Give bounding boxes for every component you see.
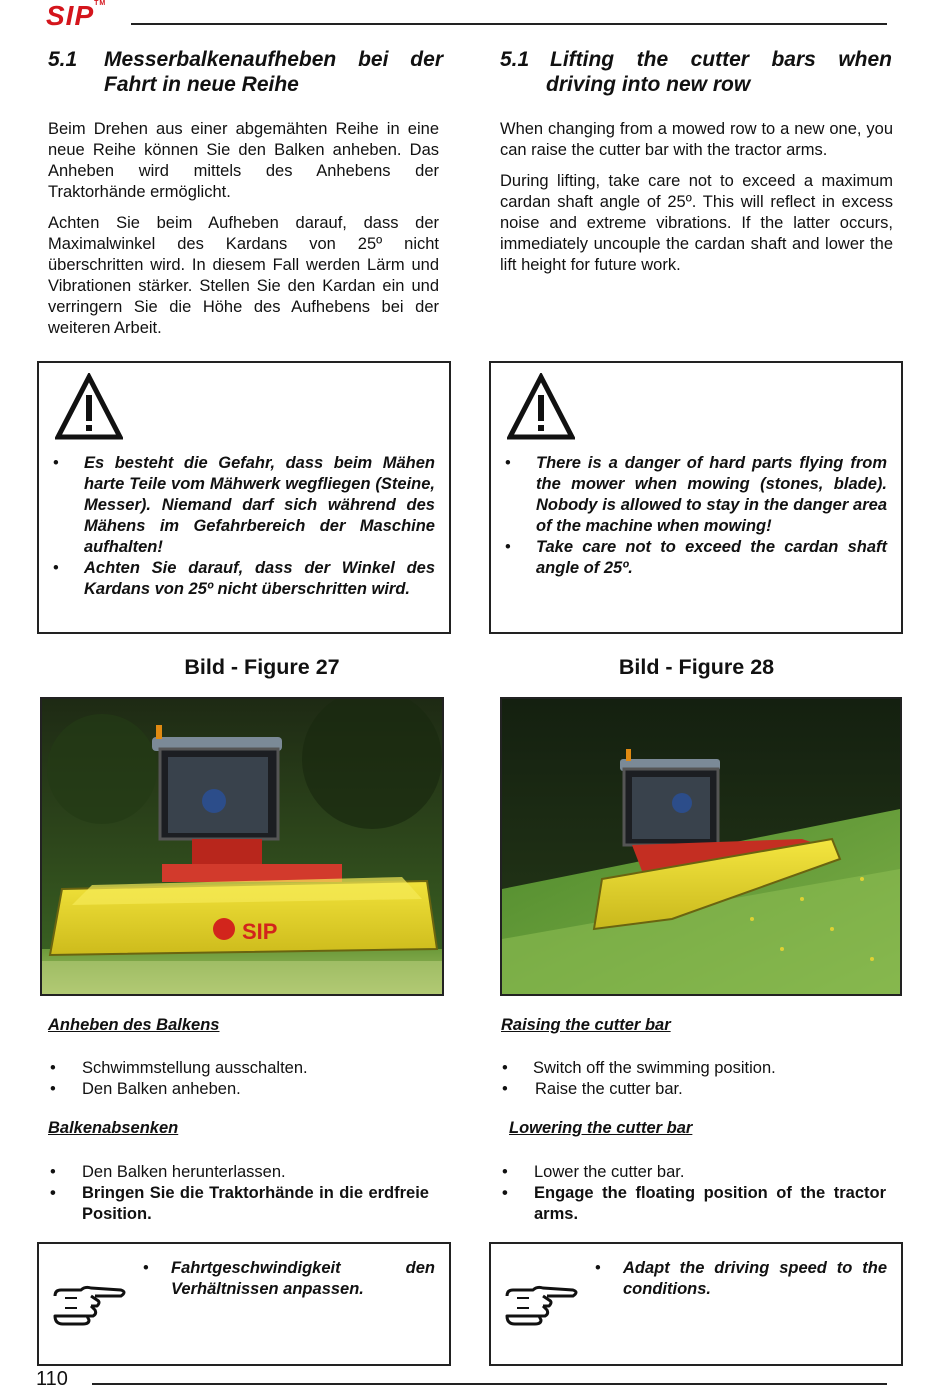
list-item: • Schwimmstellung ausschalten. xyxy=(50,1059,308,1077)
list-item: • Es besteht die Gefahr, dass beim Mähen harte Teile vom Mähwerk wegfliegen (Steine, Messer). Niemand darf sich während des Mähens im Gefahrbereich der Maschine aufhalten! xyxy=(53,454,435,556)
list-item: • Bringen Sie die Traktorhände in die erdfreie Position. xyxy=(50,1184,429,1223)
list-item: • Lower the cutter bar. xyxy=(502,1163,685,1181)
list-item: • Raise the cutter bar. xyxy=(502,1080,683,1098)
list-item: • Achten Sie darauf, dass der Winkel des Kardans von 25º nicht überschritten wird. xyxy=(53,559,435,598)
list-item: • Den Balken herunterlassen. xyxy=(50,1163,286,1181)
warning-list xyxy=(503,453,887,579)
figure-28-photo xyxy=(500,697,902,996)
header-rule xyxy=(131,23,887,25)
intro-text-en xyxy=(500,119,893,286)
steps-list xyxy=(48,1162,429,1225)
section-heading-en xyxy=(500,47,892,97)
warning-box-en xyxy=(489,361,903,634)
subheading: Balkenabsenken xyxy=(48,1119,179,1137)
section-number: 5.1 xyxy=(500,48,530,71)
section-heading-de xyxy=(48,47,443,97)
footer-rule xyxy=(92,1383,887,1385)
list-item: • Fahrtgeschwindigkeit den Verhältnissen anpassen. xyxy=(143,1259,435,1298)
figure-27-photo xyxy=(40,697,444,996)
section-title-line2: driving into new row xyxy=(546,73,751,96)
intro-text-de xyxy=(48,119,439,349)
pointing-hand-icon xyxy=(503,1282,579,1326)
section-title-line2: Fahrt in neue Reihe xyxy=(104,73,299,96)
tractor-mower-slope-image xyxy=(502,699,900,994)
page-number: 110 xyxy=(36,1368,68,1390)
warning-triangle-icon xyxy=(507,373,575,441)
paragraph: Achten Sie beim Aufheben darauf, dass der Maximalwinkel des Kardans von 25º nicht überschritten wird. In diesem Fall werden Lärm und Vibrationen stärker. Stellen Sie den Kardan ein und verringern Sie die Höhe des Aufhebens bei der weiteren Arbeit. xyxy=(48,214,439,337)
warning-list xyxy=(51,453,435,600)
warning-box-de xyxy=(37,361,451,634)
mower-brand-label: SIP xyxy=(242,919,278,944)
steps-list xyxy=(500,1058,890,1100)
subheading: Raising the cutter bar xyxy=(501,1016,671,1034)
steps-list xyxy=(48,1058,438,1100)
warning-triangle-icon xyxy=(55,373,123,441)
tractor-mower-front-image xyxy=(42,699,442,994)
list-item: • Den Balken anheben. xyxy=(50,1080,241,1098)
note-box-de xyxy=(37,1242,451,1366)
subheading: Lowering the cutter bar xyxy=(509,1119,693,1137)
figure-title: Bild - Figure 27 xyxy=(184,655,340,679)
figure-title: Bild - Figure 28 xyxy=(618,655,775,679)
list-item: • There is a danger of hard parts flying from the mower when mowing (stones, blade). Nobody is allowed to stay in the danger area of the machine when mowing! xyxy=(505,454,887,535)
subheading: Anheben des Balkens xyxy=(48,1016,220,1034)
sip-logo: SIP™ xyxy=(46,0,107,31)
list-item: • Adapt the driving speed to the conditions. xyxy=(595,1259,887,1298)
pointing-hand-icon xyxy=(51,1282,127,1326)
paragraph: Beim Drehen aus einer abgemähten Reihe in eine neue Reihe können Sie den Balken anheben. Das Anheben wird mittels des Anhebens der Traktorhände ermöglicht. xyxy=(48,120,439,201)
note-box-en xyxy=(489,1242,903,1366)
note-list xyxy=(141,1258,435,1300)
paragraph: When changing from a mowed row to a new one, you can raise the cutter bar with the tractor arms. xyxy=(500,120,893,159)
list-item: • Switch off the swimming position. xyxy=(502,1059,776,1077)
steps-list xyxy=(500,1162,886,1225)
paragraph: During lifting, take care not to exceed a maximum cardan shaft angle of 25º. This will reflect in excess noise and extreme vibrations. If the latter occurs, immediately uncouple the cardan shaft and lower the lift height for future work. xyxy=(500,172,893,274)
section-number: 5.1 xyxy=(48,48,78,71)
note-list xyxy=(593,1258,887,1300)
section-title-line1: Lifting the cutter bars when xyxy=(550,48,892,71)
list-item: • Take care not to exceed the cardan shaft angle of 25º. xyxy=(505,538,887,577)
list-item: • Engage the floating position of the tractor arms. xyxy=(502,1184,886,1223)
section-title-line1: Messerbalkenaufheben bei der xyxy=(104,48,443,71)
